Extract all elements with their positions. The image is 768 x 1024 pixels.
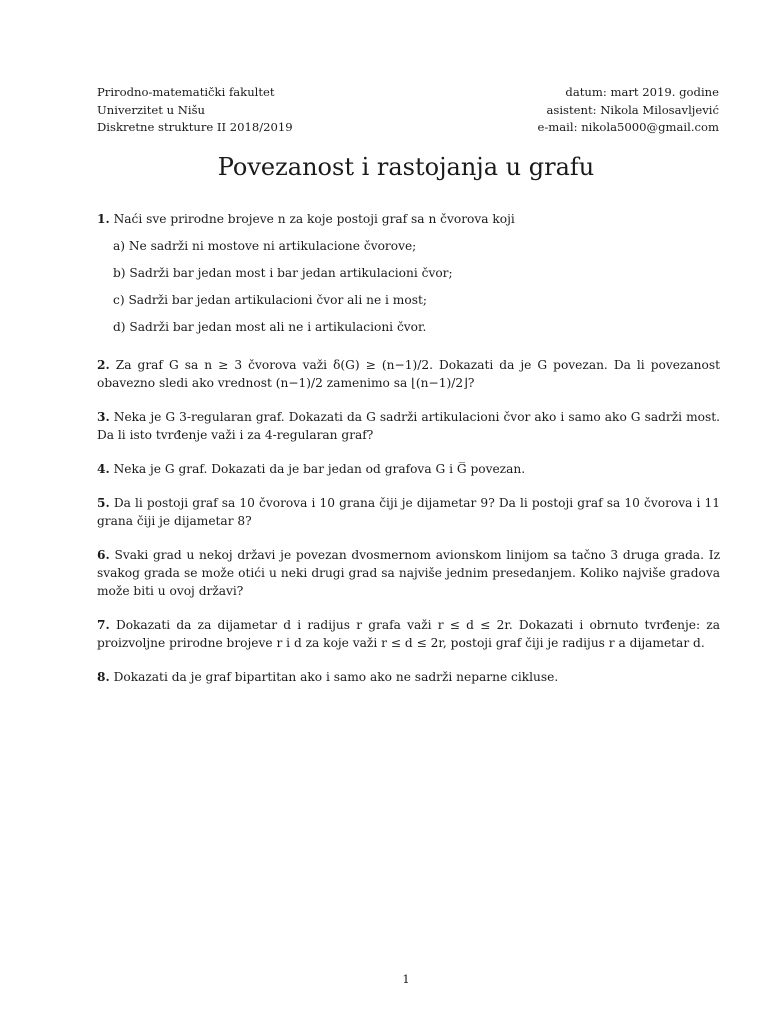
problem-number: 7. [97,618,110,632]
problem-2 [97,356,720,392]
email-line: e-mail: nikola5000@gmail.com [537,120,719,134]
problem-1 [97,210,720,228]
problem-text: Neka je G graf. Dokazati da je bar jedan od grafova G i G̅ povezan. [113,462,526,476]
problem-text: Svaki grad u nekoj državi je povezan dvosmernom avionskom linijom sa tačno 3 druga grada. Iz svakog grada se može otići u neki drugi grad sa najviše jednim presedanjem. Koliko najviše gradova može biti u ovoj državi? [97,548,720,598]
problem-7 [97,616,720,652]
problem-5 [97,494,720,530]
problem-number: 2. [97,358,110,372]
problem-text: Da li postoji graf sa 10 čvorova i 10 grana čiji je dijametar 9? Da li postoji graf sa 10 čvorova i 11 grana čiji je dijametar 8? [97,496,720,528]
problem-number: 5. [97,496,110,510]
problem-text: Naći sve prirodne brojeve n za koje postoji graf sa n čvorova koji [113,212,515,226]
problem-3 [97,408,720,444]
header-right [538,84,720,137]
problem-list [97,210,720,702]
problem-text: Za graf G sa n ≥ 3 čvorova važi δ(G) ≥ (n−1)/2. Dokazati da je G povezan. Da li povezanost obavezno sledi ako vrednost (n−1)/2 zamenimo sa ⌊(n−1)/2⌋? [97,358,720,390]
list-item: d) Sadrži bar jedan most ali ne i artikulacioni čvor. [113,320,427,334]
header-left [97,84,293,137]
assistant-line: asistent: Nikola Milosavljević [546,102,719,117]
problem-number: 3. [97,410,110,424]
problem-text: Neka je G 3-regularan graf. Dokazati da G sadrži artikulacioni čvor ako i samo ako G sadrži most. Da li isto tvrđenje važi i za 4-regularan graf? [97,410,721,442]
problem-number: 1. [97,212,110,226]
course-name: Diskretne strukture II 2018/2019 [97,120,293,134]
problem-number: 8. [97,670,110,684]
problem-text: Dokazati da je graf bipartitan ako i samo ako ne sadrži neparne cikluse. [113,670,559,684]
list-item: b) Sadrži bar jedan most i bar jedan artikulacioni čvor; [113,266,453,280]
faculty-name: Prirodno-matematički fakultet [97,85,275,99]
university-name: Univerzitet u Nišu [97,102,206,117]
problem-1-items [97,237,720,336]
problem-4 [97,460,720,478]
date-line: datum: mart 2019. godine [565,85,719,99]
list-item: a) Ne sadrži ni mostove ni artikulacione čvorove; [113,239,417,253]
problem-6 [97,546,720,600]
page-number: 1 [402,972,410,986]
problem-text: Dokazati da za dijametar d i radijus r grafa važi r ≤ d ≤ 2r. Dokazati i obrnuto tvrđenje: za proizvoljne prirodne brojeve r i d za koje važi r ≤ d ≤ 2r, postoji graf čiji je radijus r a dijametar d. [97,618,720,650]
problem-8 [97,668,720,686]
list-item: c) Sadrži bar jedan artikulacioni čvor ali ne i most; [113,293,427,307]
problem-number: 6. [97,548,110,562]
page-title: Povezanost i rastojanja u grafu [217,153,595,181]
problem-number: 4. [97,462,110,476]
